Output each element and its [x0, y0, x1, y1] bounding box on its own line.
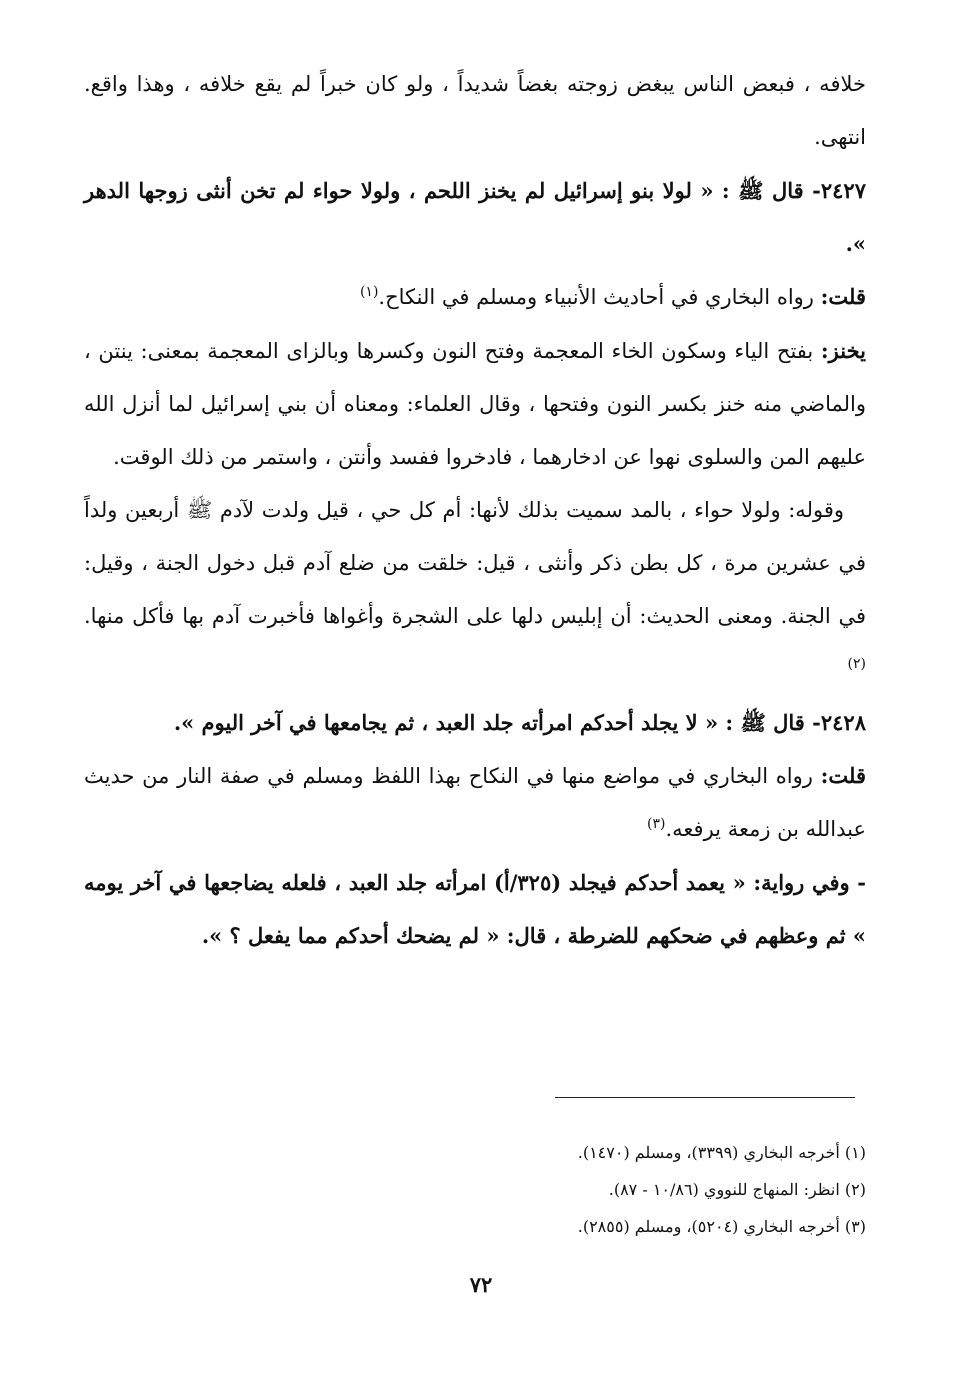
footnote-divider	[555, 1097, 855, 1098]
paragraph-hawwa	[84, 484, 866, 696]
page-number: ٧٢	[469, 1272, 493, 1297]
source-text-2: رواه البخاري في مواضع منها في النكاح بهذا اللفظ ومسلم في صفة النار من حديث عبدالله بن زمعة يرفعه.	[84, 764, 866, 841]
hadith-2427: ٢٤٢٧- قال ﷺ : « لولا بنو إسرائيل لم يخنز اللحم ، ولولا حواء لم تخن أنثى زوجها الدهر ».	[84, 178, 866, 256]
footnote-ref-3: (٣)	[647, 816, 666, 832]
footnote-ref-1: (١)	[359, 284, 379, 300]
paragraph-source-2428	[84, 749, 866, 856]
footnotes	[84, 1134, 866, 1245]
paragraph-source-2427	[84, 270, 866, 324]
label-yakhnaz: يخنز:	[820, 338, 866, 363]
hadith-2428: ٢٤٢٨- قال ﷺ : « لا يجلد أحدكم امرأته جلد العبد ، ثم يجامعها في آخر اليوم ».	[173, 710, 866, 735]
yakhnaz-text: بفتح الياء وسكون الخاء المعجمة وفتح النون وكسرها وبالزاى المعجمة بمعنى: ينتن ، والماضي منه خنز بكسر النون وفتحها ، وقال العلماء: ومعناه أن بني إسرائيل لما أنزل الله عليهم المن والسلوى نهوا عن ادخارهما ، فادخروا ففسد وأنتن ، واستمر من ذلك الوقت.	[84, 339, 866, 469]
label-qult-2: قلت:	[820, 763, 866, 788]
footnote-1: (١) أخرجه البخاري (٣٣٩٩)، ومسلم (١٤٧٠).	[577, 1143, 866, 1162]
source-text: رواه البخاري في أحاديث الأنبياء ومسلم في النكاح.	[378, 285, 814, 309]
footnote-2: (٢) انظر: المنهاج للنووي (١٠/٨٦ - ٨٧).	[608, 1180, 866, 1199]
body-text	[84, 58, 866, 962]
riwaya-paragraph: - وفي رواية: « يعمد أحدكم فيجلد (٣٢٥/أ) امرأته جلد العبد ، فلعله يضاجعها في آخر يومه » ثم وعظهم في ضحكهم للضرطة ، قال: « لم يضحك أحدكم مما يفعل ؟ ».	[84, 870, 866, 948]
paragraph-continuation: خلافه ، فبعض الناس يبغض زوجته بغضاً شديداً ، ولو كان خبراً لم يقع خلافه ، وهذا واقع. انتهى.	[84, 72, 866, 149]
label-qult: قلت:	[820, 284, 866, 309]
paragraph-yakhnaz	[84, 324, 866, 484]
footnote-ref-2: (٢)	[847, 656, 866, 672]
footnote-3: (٣) أخرجه البخاري (٥٢٠٤)، ومسلم (٢٨٥٥).	[577, 1217, 866, 1236]
hawwa-text: وقوله: ولولا حواء ، بالمد سميت بذلك لأنها: أم كل حي ، قيل ولدت لآدم ﷺ أربعين ولداً في عشرين مرة ، كل بطن ذكر وأنثى ، قيل: خلقت من ضلع آدم قبل دخول الجنة ، وقيل: في الجنة. ومعنى الحديث: أن إبليس دلها على الشجرة وأغواها فأخبرت آدم بها فأكل منها.	[84, 498, 866, 628]
